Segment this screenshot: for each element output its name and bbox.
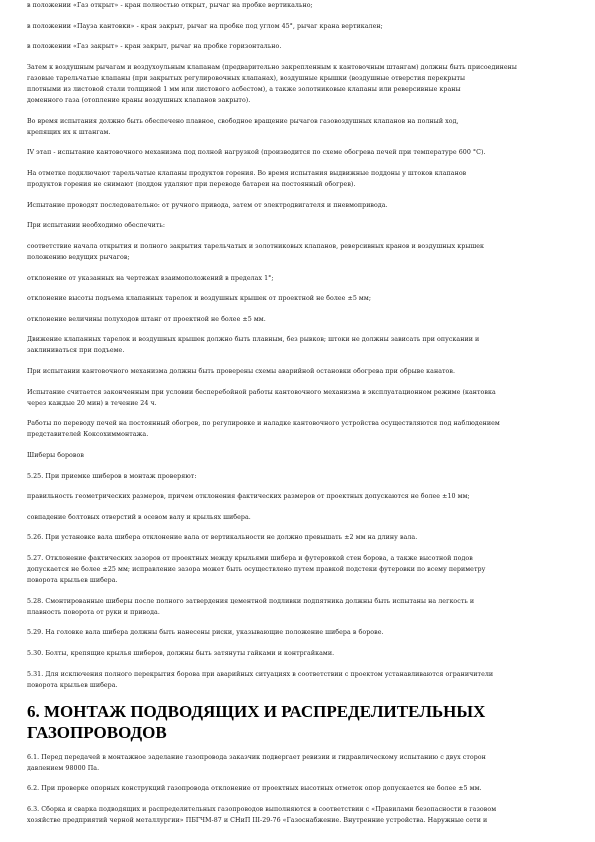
text-line: в положении «Пауза кантовки» - кран закрыт, рычаг на пробке под углом 45°, рычаг крана вертикален; [27,22,383,30]
paragraph [27,596,567,618]
text-line: газовые тарельчатые клапаны (при закрытых регулировочных клапанах), воздушные крышки (воздушные отверстия перекрыты [27,74,466,82]
text-line: 5.29. На головке вала шибера должны быть нанесены риски, указывающие положение шибера в борове. [27,629,384,637]
paragraph [27,491,567,502]
paragraph [27,387,567,409]
paragraph [27,471,567,482]
text-line: Движение клапанных тарелок и воздушных крышек должно быть плавным, без рывков; штоки не должны зависать при опускании и [27,336,480,344]
section-heading [27,701,567,743]
text-line: 6.3. Сборка и сварка подводящих и распределительных газопроводов выполняются в соответствии с «Правилами безопасности в газовом [27,806,497,814]
text-line: Испытание проводят последовательно: от ручного привода, затем от электродвигателя и пневмопривода. [27,201,388,209]
paragraph [27,418,567,440]
paragraph [27,147,567,158]
text-line: Шиберы боровов [27,451,84,459]
text-line: положению ведущих рычагов; [27,253,130,261]
text-line: 5.27. Отклонение фактических зазоров от проектных между крыльями шибера и футеровкой стен борова, а также высотной подов [27,554,473,562]
text-line: отклонение величины полуходов штанг от проектной не более ±5 мм. [27,315,266,323]
text-line: плотными из листовой стали толщиной 1 мм или листового асбестом), а также золотниковые клапаны или реверсивные краны [27,85,461,93]
text-line: заклиниваться при подъеме. [27,347,125,355]
text-line: 5.25. При приемке шиберов в монтаж проверяют: [27,472,197,480]
paragraph [27,314,567,325]
text-line: в положении «Газ открыт» - кран полностью открыт, рычаг на пробке вертикально; [27,2,313,9]
paragraph [27,627,567,638]
paragraph [27,220,567,231]
paragraph [27,293,567,304]
paragraph [27,41,567,52]
text-line: 5.26. При установке вала шибера отклонение вала от вертикальности не должно превышать ±2 мм на длину вала. [27,534,418,542]
text-line: Затем к воздушным рычагам и воздухоульным клапанам (предварительно закрепленным к кантовочным штангам) должны быть присоединены [27,63,517,71]
paragraph [27,532,567,543]
paragraph [27,334,567,356]
body-text-bottom [27,752,567,826]
text-line: через каждые 20 мин) в течение 24 ч. [27,399,157,407]
paragraph [27,804,567,826]
text-line: допускается не более ±25 мм; исправление зазора может быть осуществлено путем правкой подстеки футеровки по всему периметру [27,566,486,573]
text-line: плавность поворота от руки и привода. [27,608,160,616]
text-line: При испытании необходимо обеспечить: [27,222,166,230]
paragraph [27,669,567,691]
text-line: крепящих их к штангам. [27,128,111,136]
paragraph [27,168,567,190]
paragraph [27,200,567,211]
paragraph [27,783,567,794]
paragraph [27,116,567,138]
text-line: Испытание считается законченным при условии бесперебойной работы кантовочного механизма в эксплуатационном режиме (кантовка [27,388,496,396]
text-line: Работы по переводу печей на постоянный обогрев, по регулировке и наладке кантовочного устройства осуществляются под наблюдением [27,420,500,428]
paragraph [27,21,567,32]
paragraph [27,241,567,263]
body-text-top [27,0,567,691]
text-line: 6.2. При проверке опорных конструкций газопровода отклонение от проектных высотных отметок опор допускается не более ±5 мм. [27,785,482,793]
text-line: давлением 98000 Па. [27,764,100,772]
text-line: 5.28. Смонтированные шиберы после полного затвердения цементной подливки подпятника должны быть испытаны на легкость и [27,597,475,605]
text-line: представителей Коксохиммонтажа. [27,431,149,439]
text-line: хозяйстве предприятий черной металлургии» ПБГЧМ-87 и СНиП III-29-76 «Газоснабжение. Внутренние устройства. Наружные сети и [27,817,488,825]
paragraph [27,0,567,11]
text-line: поворота крыльев шибера. [27,681,118,689]
text-line: На отметке подключают тарельчатые клапаны продуктов горения. Во время испытания выдвижные поддоны у штоков клапанов [27,169,467,177]
text-line: доменного газа (отопление краны воздушных клапанов закрыто). [27,97,251,105]
paragraph [27,366,567,377]
text-line: 5.30. Болты, крепящие крылья шиберов, должны быть затянуты гайками и контргайками. [27,649,335,657]
text-line: При испытании кантовочного механизма должны быть проверены схемы аварийной остановки обогрева при обрыве канатов. [27,367,456,375]
section-heading-line-2: ГАЗОПРОВОДОВ [27,722,167,742]
text-line: в положении «Газ закрыт» - кран закрыт, рычаг на пробке горизонтально. [27,43,282,51]
text-line: 6.1. Перед передачей в монтажное заделание газопровода заказчик подвергает ревизии и гидравлическому испытанию с двух сторон [27,753,486,761]
text-line: правильность геометрических размеров, причем отклонения фактических размеров от проектных допускаются не более ±10 мм; [27,493,470,501]
document-page [27,0,567,842]
paragraph [27,553,567,586]
text-line: 5.31. Для исключения полного перекрытия борова при аварийных ситуациях в соответствии с проектом устанавливаются ограничители [27,670,494,678]
paragraph [27,450,567,461]
text-line: совпадение болтовых отверстий в осевом валу и крыльях шибера. [27,513,251,521]
text-line: соответствие начала открытия и полного закрытия тарельчатых и золотниковых клапанов, реверсивных кранов и воздушных крышек [27,242,485,250]
text-line: продуктов горения не снимают (поддон удаляют при переводе батареи на постоянный обогрев). [27,181,356,189]
text-line: отклонение от указанных на чертежах взаимоположений в пределах 1°; [27,274,274,282]
paragraph [27,752,567,774]
paragraph [27,273,567,284]
paragraph [27,62,567,106]
text-line: отклонение высоты подъема клапанных тарелок и воздушных крышек от проектной не более ±5 мм; [27,295,371,303]
text-line: поворота крыльев шибера. [27,577,118,585]
text-line: Во время испытания должно быть обеспечено плавное, свободное вращение рычагов газовоздушных клапанов на полный ход, [27,117,459,125]
paragraph [27,648,567,659]
text-line: IV этап - испытание кантовочного механизма под полной нагрузкой (производится по схеме обогрева печей при температуре 600 °С). [27,149,486,157]
section-heading-line-1: 6. МОНТАЖ ПОДВОДЯЩИХ И РАСПРЕДЕЛИТЕЛЬНЫХ [27,701,486,721]
paragraph [27,512,567,523]
